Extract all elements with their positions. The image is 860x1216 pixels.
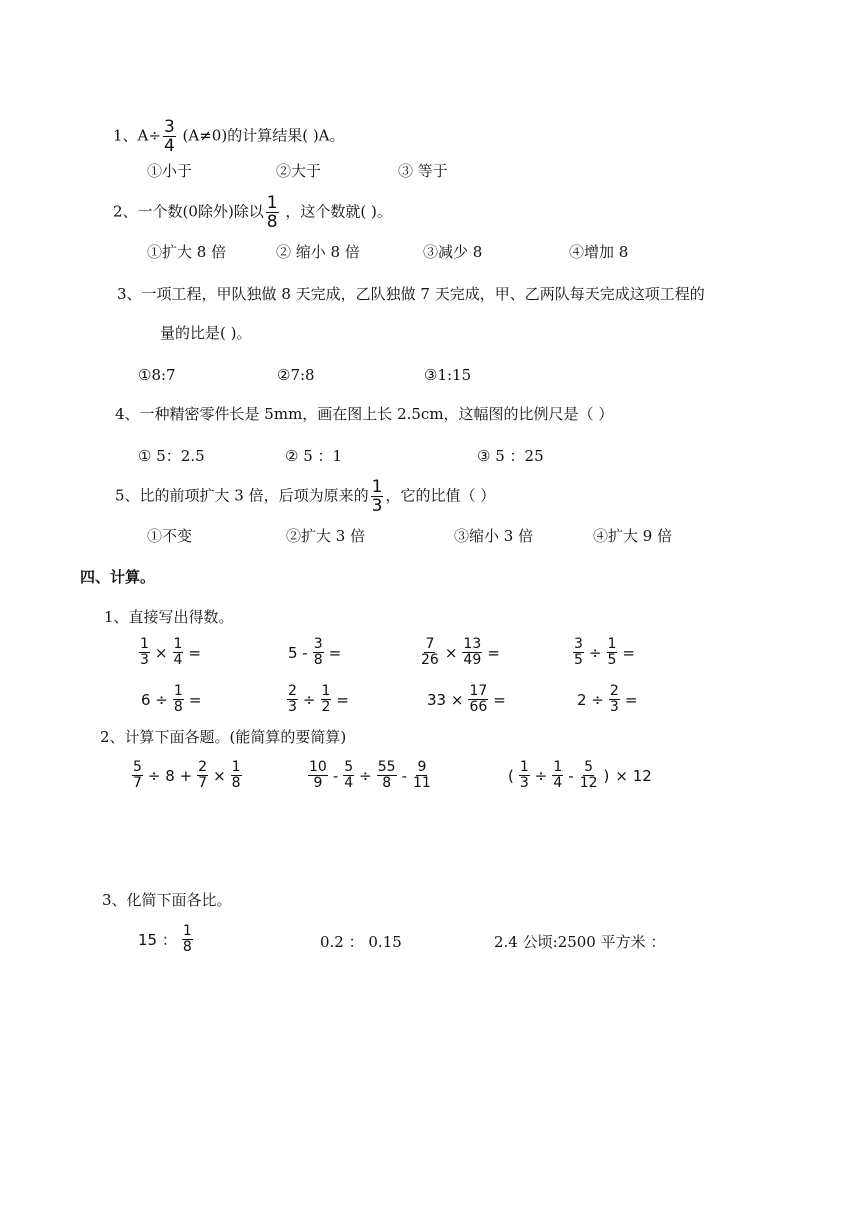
subsection-2-title: 2、计算下面各题。(能简算的要简算) (100, 728, 347, 746)
question-1-text-end: (A≠0)的计算结果( )A。 (177, 126, 345, 145)
fraction: $\frac{10}{9}$ (309, 759, 327, 791)
fraction: $\frac{2}{3}$ (288, 683, 297, 715)
fraction: $\frac{1}{3}$ (519, 759, 529, 791)
section-title: 四、计算。 (80, 568, 156, 586)
ratio-item-1: 15 ： $\frac{1}{8}$ (138, 923, 192, 955)
q2-option-3: ③减少 8 (423, 243, 483, 261)
fraction: $\frac{1}{2}$ (321, 683, 331, 715)
q3-option-2: ②7:8 (277, 366, 315, 384)
direct-item-r1c1: $\frac{1}{3}$ × $\frac{1}{4}$ = (140, 636, 201, 668)
fraction: $\frac{1}{3}$ (140, 636, 149, 668)
q5-option-1: ①不变 (147, 527, 193, 545)
calc-expression-3: ( $\frac{1}{3}$ ÷ $\frac{1}{4}$ - $\frac{5}{12}$ ) × 12 (508, 759, 652, 791)
direct-item-r2c1: 6 ÷ $\frac{1}{8}$ = (141, 683, 202, 715)
question-4: 4、一种精密零件长是 5mm，画在图上长 2.5cm，这幅图的比例尺是（ ） (115, 405, 614, 423)
q5-option-4: ④扩大 9 倍 (593, 527, 673, 545)
subsection-3-title: 3、化简下面各比。 (102, 891, 232, 909)
q2-option-1: ①扩大 8 倍 (147, 243, 227, 261)
q1-option-2: ②大于 (276, 162, 322, 180)
direct-item-r2c4: 2 ÷ $\frac{2}{3}$ = (577, 683, 638, 715)
fraction: $\frac{2}{7}$ (198, 759, 208, 791)
q2-option-4: ④增加 8 (569, 243, 629, 261)
fraction: $\frac{1}{8}$ (266, 193, 278, 232)
fraction: $\frac{1}{4}$ (553, 759, 563, 791)
question-2: 2、一个数(0除外)除以 $\frac{1}{8}$ ，这个数就( )。 (113, 193, 392, 232)
ratio-item-2: 0.2 ： 0.15 (320, 933, 402, 951)
fraction: $\frac{1}{8}$ (173, 683, 183, 715)
subsection-1-title: 1、直接写出得数。 (104, 608, 234, 626)
question-1-text-start: 1、A÷ (113, 126, 161, 145)
q1-option-1: ①小于 (147, 162, 193, 180)
direct-item-r2c2: $\frac{2}{3}$ ÷ $\frac{1}{2}$ = (288, 683, 349, 715)
direct-item-r1c4: $\frac{3}{5}$ ÷ $\frac{1}{5}$ = (574, 636, 635, 668)
calc-expression-1: $\frac{5}{7}$ ÷ 8 + $\frac{2}{7}$ × $\frac{1}{8}$ (133, 759, 241, 791)
fraction: $\frac{7}{26}$ (421, 636, 439, 668)
q2-option-2: ② 缩小 8 倍 (276, 243, 360, 261)
question-5: 5、比的前项扩大 3 倍，后项为原来的 $\frac{1}{3}$ ，它的比值（ ） (115, 477, 496, 516)
q3-option-1: ①8:7 (138, 366, 176, 384)
fraction: $\frac{1}{4}$ (173, 636, 183, 668)
q5-option-3: ③缩小 3 倍 (454, 527, 534, 545)
q5-option-2: ②扩大 3 倍 (286, 527, 366, 545)
fraction: $\frac{1}{8}$ (182, 923, 192, 955)
fraction: $\frac{3}{4}$ (163, 117, 175, 156)
calc-expression-2: $\frac{10}{9}$ - $\frac{5}{4}$ ÷ $\frac{55}{8}$ - $\frac{9}{11}$ (309, 759, 431, 791)
ratio-item-3: 2.4 公顷:2500 平方米 ： (494, 933, 666, 951)
fraction: $\frac{55}{8}$ (377, 759, 396, 791)
q3-option-3: ③1:15 (424, 366, 472, 384)
fraction: $\frac{1}{5}$ (607, 636, 617, 668)
fraction: $\frac{17}{66}$ (469, 683, 488, 715)
q4-option-1: ① 5：2.5 (138, 447, 205, 465)
q4-option-3: ③ 5 ：25 (477, 447, 544, 465)
question-3-line-1: 3、一项工程，甲队独做 8 天完成，乙队独做 7 天完成，甲、乙两队每天完成这项工程的 (117, 285, 705, 303)
fraction: $\frac{13}{49}$ (463, 636, 482, 668)
fraction: $\frac{5}{4}$ (344, 759, 354, 791)
fraction: $\frac{5}{12}$ (579, 759, 598, 791)
fraction: $\frac{9}{11}$ (413, 759, 431, 791)
fraction: $\frac{3}{8}$ (313, 636, 323, 668)
fraction: $\frac{5}{7}$ (133, 759, 142, 791)
fraction: $\frac{1}{8}$ (231, 759, 241, 791)
direct-item-r1c2: 5 - $\frac{3}{8}$ = (288, 636, 342, 668)
fraction: $\frac{3}{5}$ (574, 636, 583, 668)
q1-option-3: ③ 等于 (398, 162, 448, 180)
direct-item-r1c3: $\frac{7}{26}$ × $\frac{13}{49}$ = (421, 636, 500, 668)
q4-option-2: ② 5 ：1 (285, 447, 343, 465)
question-1 (113, 118, 345, 155)
fraction: $\frac{1}{3}$ (371, 477, 383, 516)
direct-item-r2c3: 33 × $\frac{17}{66}$ = (427, 683, 506, 715)
fraction: $\frac{2}{3}$ (609, 683, 619, 715)
question-3-line-2: 量的比是( )。 (160, 324, 252, 342)
